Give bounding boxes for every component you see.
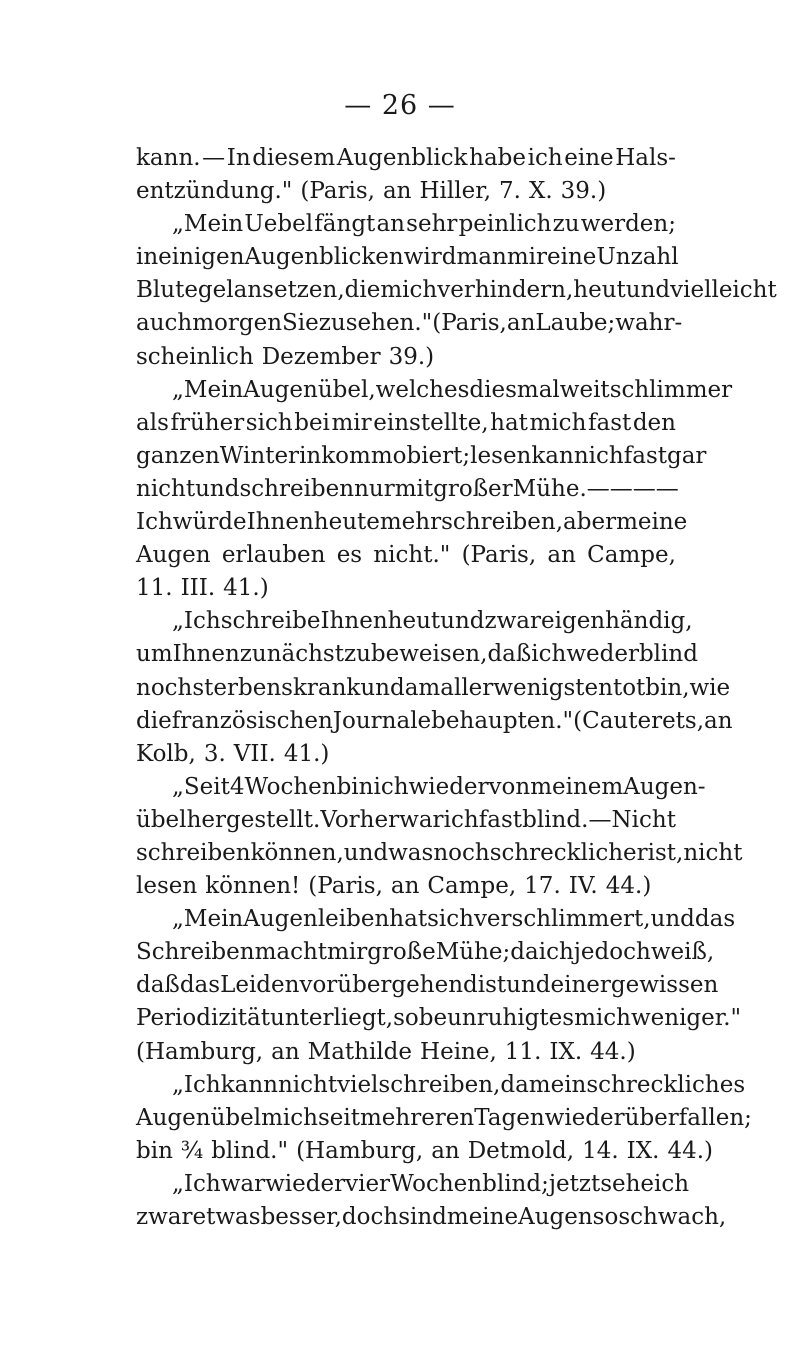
text-line: entzündung." (Paris, an Hiller, 7. X. 39.) bbox=[136, 178, 607, 205]
text-line: lesen können! (Paris, an Campe, 17. IV. 44.) bbox=[136, 873, 652, 900]
text-line: Schreiben macht mir große Mühe; da ich jedoch weiß, bbox=[136, 939, 715, 966]
text-line: daß das Leiden vorübergehend ist und einer gewissen bbox=[136, 972, 719, 999]
text-line: „Ich kann nicht viel schreiben, da mein schreckliches bbox=[172, 1071, 746, 1098]
text-line: schreiben können, und was noch schrecklicher ist, nicht bbox=[136, 839, 743, 866]
text-line: 11. III. 41.) bbox=[136, 575, 269, 602]
text-line: zwar etwas besser, doch sind meine Augen so schwach, bbox=[136, 1204, 727, 1230]
text-line: Augenübel mich seit mehreren Tagen wieder überfallen; bbox=[136, 1104, 752, 1131]
text-line: noch sterbenskrank und am allerwenigsten tot bin, wie bbox=[136, 674, 731, 701]
text-line: als früher sich bei mir einstellte, hat mich fast den bbox=[136, 409, 676, 436]
text-line: Ich würde Ihnen heute mehr schreiben, aber meine bbox=[136, 509, 688, 536]
text-line: „Mein Uebel fängt an sehr peinlich zu werden; bbox=[172, 211, 676, 238]
page-number: — 26 — bbox=[344, 90, 456, 121]
text-line: in einigen Augenblicken wird man mir eine Unzahl bbox=[136, 244, 679, 271]
text-line: auch morgen Sie zu sehen." (Paris, an Laube; wahr- bbox=[136, 310, 683, 337]
text-line: (Hamburg, an Mathilde Heine, 11. IX. 44.) bbox=[136, 1038, 636, 1065]
text-line: „Seit 4 Wochen bin ich wieder von meinem Augen- bbox=[172, 773, 706, 800]
body-text bbox=[136, 142, 777, 1234]
text-line: die französischen Journale behaupten." (Cauterets, an bbox=[136, 707, 733, 734]
text-line: Periodizität unterliegt, so beunruhigt es mich weniger." bbox=[136, 1005, 742, 1032]
text-line: um Ihnen zunächst zu beweisen, daß ich weder blind bbox=[136, 641, 698, 668]
text-line: übel hergestellt. Vorher war ich fast blind. — Nicht bbox=[136, 806, 676, 833]
text-line: ganzen Winter inkommobiert; lesen kann ich fast gar bbox=[136, 442, 707, 469]
text-line: bin ¾ blind." (Hamburg, an Detmold, 14. IX. 44.) bbox=[136, 1137, 713, 1164]
text-line: Blutegel ansetzen, die mich verhindern, heut und vielleicht bbox=[136, 277, 777, 304]
text-line: Kolb, 3. VII. 41.) bbox=[136, 740, 330, 767]
text-line: „Ich schreibe Ihnen heut und zwar eigenhändig, bbox=[172, 608, 693, 635]
text-line: „Mein Augenleiben hat sich verschlimmert, und das bbox=[172, 906, 736, 933]
text-line: „Ich war wieder vier Wochen blind; jetzt sehe ich bbox=[172, 1170, 690, 1197]
text-line: scheinlich Dezember 39.) bbox=[136, 343, 435, 370]
text-line: kann. — In diesem Augenblick habe ich eine Hals- bbox=[136, 145, 676, 171]
text-line: „Mein Augenübel, welches diesmal weit schlimmer bbox=[172, 376, 733, 403]
text-line: nicht und schreiben nur mit großer Mühe. — — — — bbox=[136, 475, 679, 502]
text-line: Augen erlauben es nicht." (Paris, an Campe, bbox=[136, 542, 676, 569]
